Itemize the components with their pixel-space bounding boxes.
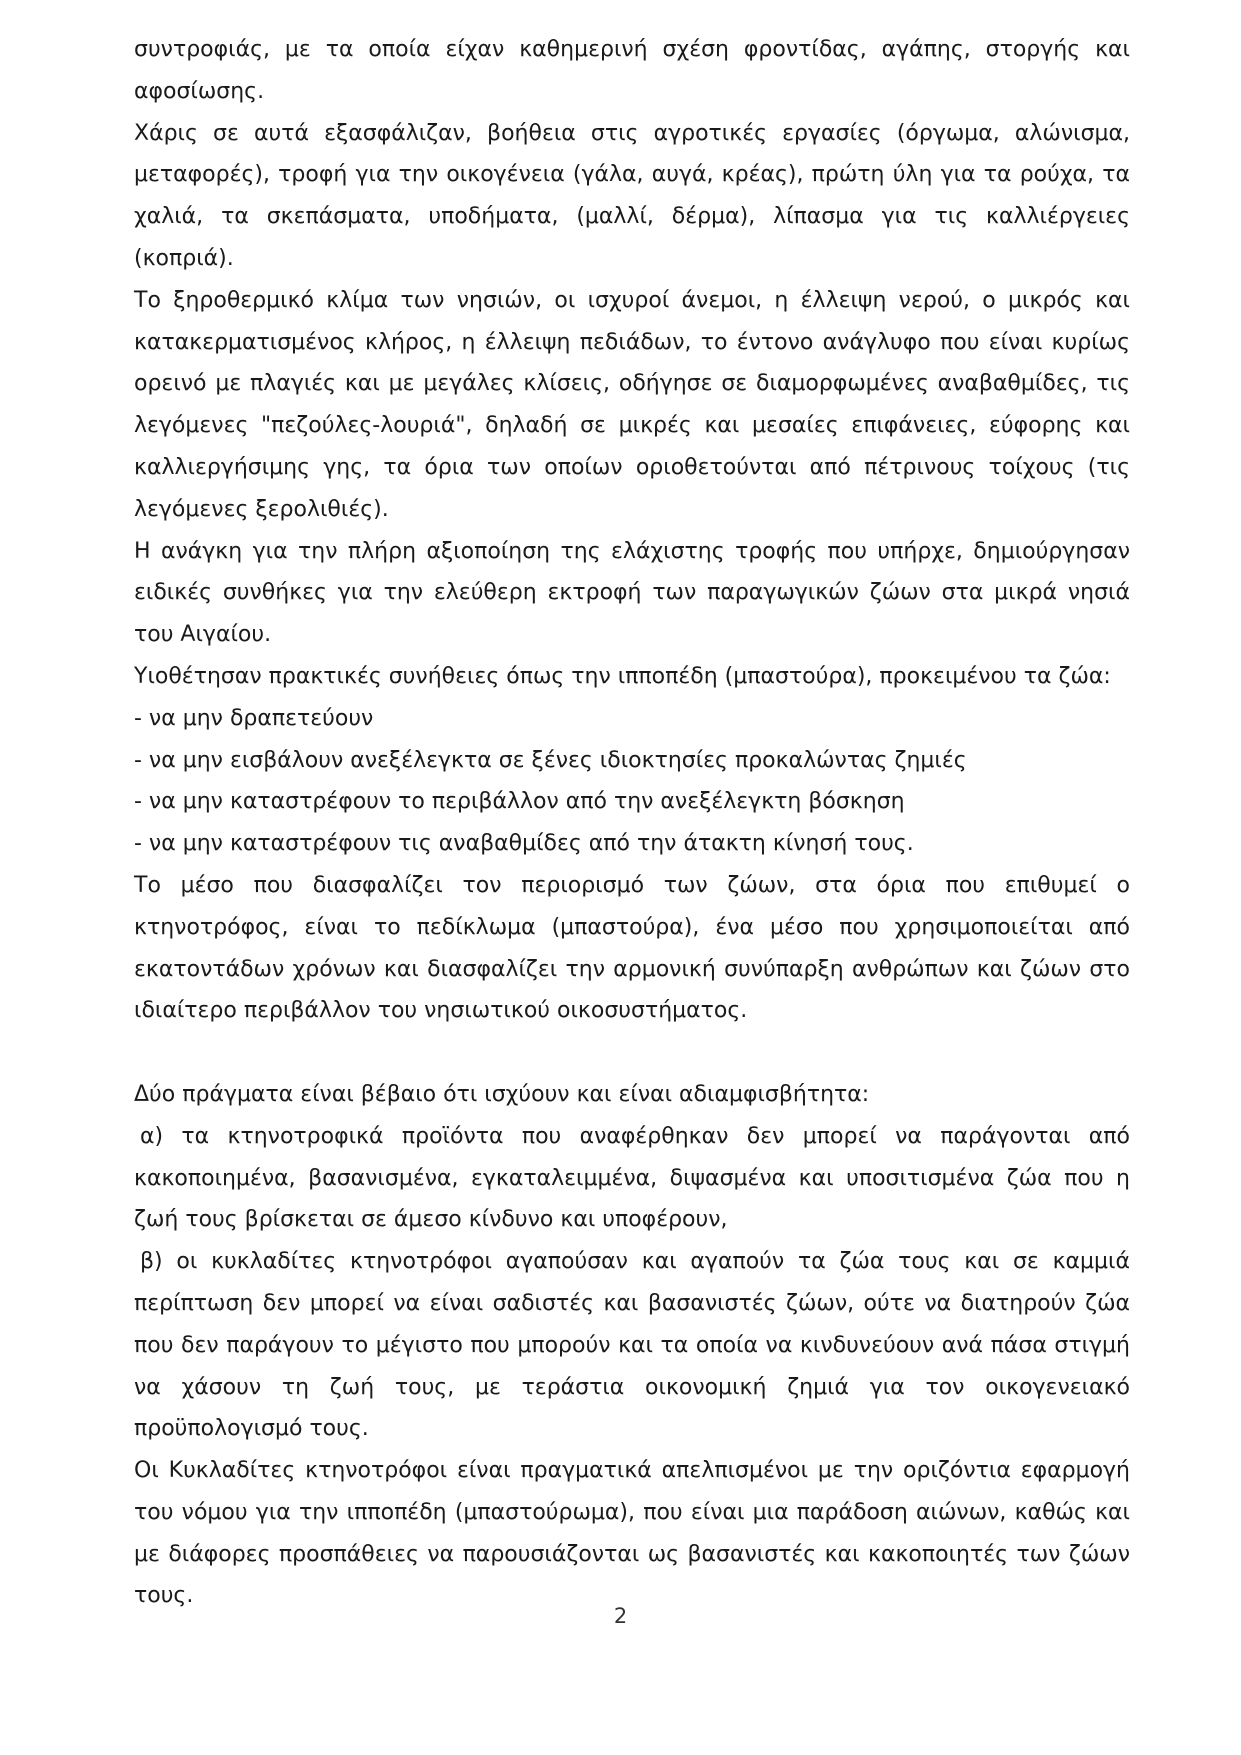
blank-line	[134, 1032, 1130, 1074]
page-number: 2	[613, 1604, 628, 1628]
document-body	[134, 29, 1130, 1617]
paragraph-13: β) οι κυκλαδίτες κτηνοτρόφοι αγαπούσαν και αγαπούν τα ζώα τους και σε καμμιά περίπτωση δεν μπορεί να είναι σαδιστές και βασανιστές ζώων, ούτε να διατηρούν ζώα που δεν παράγουν το μέγιστο που μπορούν και τα οποία να κινδυνεύουν ανά πάσα στιγμή να χάσουν τη ζωή τους, με τεράστια οικονομική ζημιά για τον οικογενειακό προϋπολογισμό τους.	[134, 1249, 1130, 1442]
paragraph-12: α) τα κτηνοτροφικά προϊόντα που αναφέρθηκαν δεν μπορεί να παράγονται από κακοποιημένα, βασανισμένα, εγκαταλειμμένα, διψασμένα και υποσιτισμένα ζώα που η ζωή τους βρίσκεται σε άμεσο κίνδυνο και υποφέρουν,	[134, 1123, 1130, 1233]
paragraph-4: Η ανάγκη για την πλήρη αξιοποίηση της ελάχιστης τροφής που υπήρχε, δημιούργησαν ειδικές συνθήκες για την ελεύθερη εκτροφή των παραγωγικών ζώων στα μικρά νησιά του Αιγαίου.	[134, 538, 1130, 648]
list-item-4: - να μην καταστρέφουν τις αναβαθμίδες από την άτακτη κίνησή τους.	[134, 831, 914, 857]
paragraph-5: Υιοθέτησαν πρακτικές συνήθειες όπως την ιπποπέδη (μπαστούρα), προκειμένου τα ζώα:	[134, 663, 1111, 689]
list-item-2: - να μην εισβάλουν ανεξέλεγκτα σε ξένες ιδιοκτησίες προκαλώντας ζημιές	[134, 747, 967, 773]
paragraph-3: Το ξηροθερμικό κλίμα των νησιών, οι ισχυροί άνεμοι, η έλλειψη νερού, ο μικρός και κατακερματισμένος κλήρος, η έλλειψη πεδιάδων, το έντονο ανάγλυφο που είναι κυρίως ορεινό με πλαγιές και με μεγάλες κλίσεις, οδήγησε σε διαμορφωμένες αναβαθμίδες, τις λεγόμενες "πεζούλες-λουριά", δηλαδή σε μικρές και μεσαίες επιφάνειες, εύφορης και καλλιεργήσιμης γης, τα όρια των οποίων οριοθετούνται από πέτρινους τοίχους (τις λεγόμενες ξερολιθιές).	[134, 287, 1130, 522]
paragraph-11: Δύο πράγματα είναι βέβαιο ότι ισχύουν και είναι αδιαμφισβήτητα:	[134, 1081, 870, 1107]
paragraph-10: Το μέσο που διασφαλίζει τον περιορισμό των ζώων, στα όρια που επιθυμεί ο κτηνοτρόφος, είναι το πεδίκλωμα (μπαστούρα), ένα μέσο που χρησιμοποιείται από εκατοντάδων χρόνων και διασφαλίζει την αρμονική συνύπαρξη ανθρώπων και ζώων στο ιδιαίτερο περιβάλλον του νησιωτικού οικοσυστήματος.	[134, 872, 1130, 1024]
paragraph-2: Χάρις σε αυτά εξασφάλιζαν, βοήθεια στις αγροτικές εργασίες (όργωμα, αλώνισμα, μεταφορές), τροφή για την οικογένεια (γάλα, αυγά, κρέας), πρώτη ύλη για τα ρούχα, τα χαλιά, τα σκεπάσματα, υποδήματα, (μαλλί, δέρμα), λίπασμα για τις καλλιέργειες (κοπριά).	[134, 120, 1130, 271]
paragraph-1: συντροφιάς, με τα οποία είχαν καθημερινή σχέση φροντίδας, αγάπης, στοργής και αφοσίωσης.	[134, 37, 1130, 104]
paragraph-14: Οι Κυκλαδίτες κτηνοτρόφοι είναι πραγματικά απελπισμένοι με την οριζόντια εφαρμογή του νόμου για την ιπποπέδη (μπαστούρωμα), που είναι μια παράδοση αιώνων, καθώς και με διάφορες προσπάθειες να παρουσιάζονται ως βασανιστές και κακοποιητές των ζώων τους.	[134, 1458, 1130, 1609]
list-item-3: - να μην καταστρέφουν το περιβάλλον από την ανεξέλεγκτη βόσκηση	[134, 789, 905, 815]
list-item-1: - να μην δραπετεύουν	[134, 705, 374, 731]
